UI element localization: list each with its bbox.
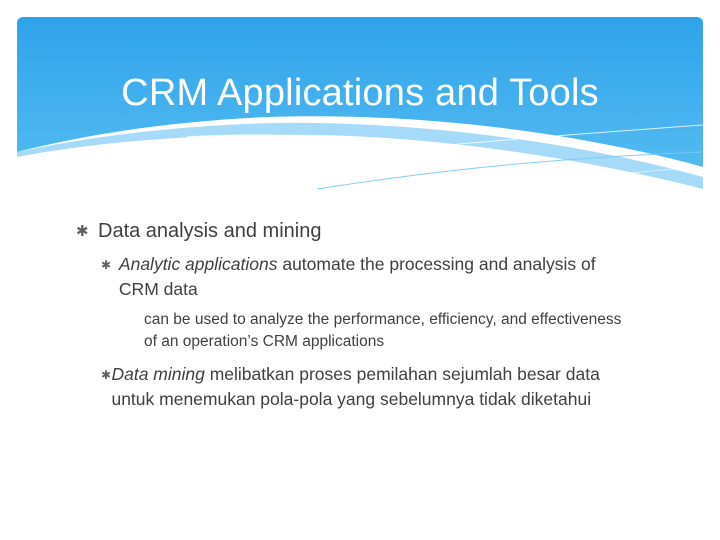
bullet-level1-text: Data analysis and mining — [98, 220, 322, 242]
bullet-analytic-text — [119, 252, 621, 302]
asterisk-bullet-icon: ✱ — [76, 223, 89, 240]
analytic-sub-bullet: can be used to analyze the performance, efficiency, and effectiveness of an operation’s CRM applications — [144, 311, 622, 350]
analytic-term: Analytic applications — [118, 254, 278, 274]
slide-title: CRM Applications and Tools — [121, 72, 599, 114]
asterisk-bullet-icon: ✱ — [101, 258, 112, 272]
bullet-data-mining-text — [111, 362, 621, 412]
analytic-description: automate the processing and analysis of CRM data — [118, 254, 596, 299]
bullet-level1 — [76, 218, 321, 245]
bullet-analytic-applications — [101, 252, 621, 302]
bullet-data-mining — [101, 362, 621, 412]
data-mining-term: Data mining — [111, 364, 205, 384]
title-banner — [17, 17, 703, 207]
asterisk-bullet-icon: ✱ — [101, 368, 112, 382]
data-mining-description: melibatkan proses pemilahan sejumlah besar data untuk menemukan pola-pola yang sebelumnya tidak diketahui — [111, 364, 600, 409]
